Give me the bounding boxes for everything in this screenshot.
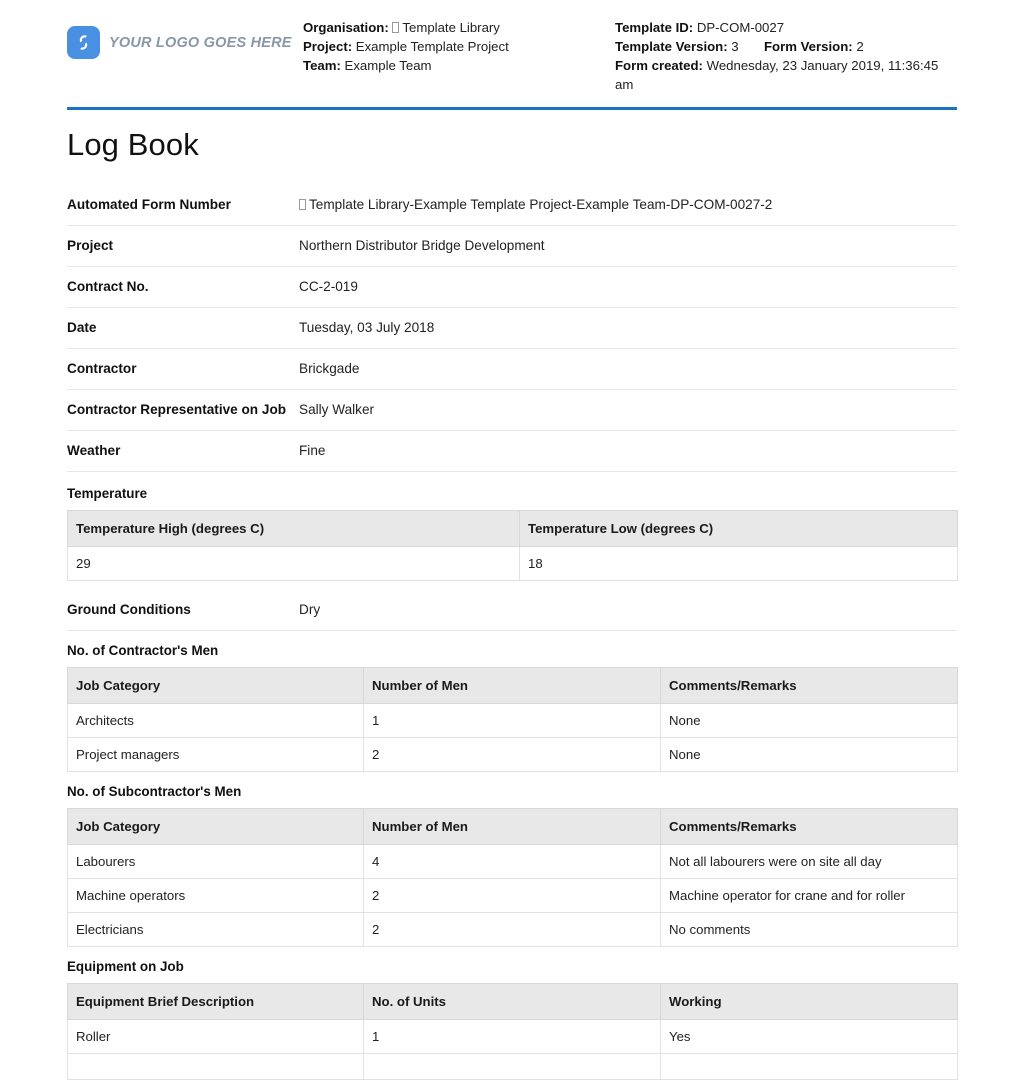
column-header-number-of-men: Number of Men — [364, 809, 661, 845]
section-label-subcontractor-men: No. of Subcontractor's Men — [67, 784, 242, 799]
cell-comments: None — [661, 738, 958, 772]
temperature-table — [67, 510, 958, 581]
cell-job-category: Labourers — [68, 845, 364, 879]
missing-glyph-icon — [392, 22, 399, 33]
field-value: Brickgade — [299, 361, 360, 376]
field-value: Fine — [299, 443, 326, 458]
meta-organisation-key: Organisation: — [303, 20, 389, 35]
logo-block — [67, 18, 303, 59]
column-header-no-of-units: No. of Units — [364, 984, 661, 1020]
table-header-row — [68, 984, 958, 1020]
meta-project-value: Example Template Project — [355, 39, 509, 54]
cell-no-of-units: 1 — [364, 1020, 661, 1054]
section-label-temperature: Temperature — [67, 486, 148, 501]
meta-form-version-key: Form Version: — [763, 39, 853, 54]
field-value: Northern Distributor Bridge Development — [299, 238, 545, 253]
table-row — [68, 738, 958, 772]
cell-number-of-men: 2 — [364, 879, 661, 913]
column-header-job-category: Job Category — [68, 809, 364, 845]
column-header-comments: Comments/Remarks — [661, 668, 958, 704]
logo-s-mark-icon — [67, 26, 100, 59]
contractor-men-table — [67, 667, 958, 772]
column-header-number-of-men: Number of Men — [364, 668, 661, 704]
field-row-weather — [67, 431, 957, 472]
section-label-contractor-men: No. of Contractor's Men — [67, 643, 219, 658]
meta-project — [303, 37, 615, 56]
field-value: Tuesday, 03 July 2018 — [299, 320, 435, 335]
header-divider — [67, 107, 957, 110]
cell-working — [661, 1054, 958, 1080]
subcontractor-men-table — [67, 808, 958, 947]
table-row — [68, 547, 958, 581]
field-label: Contract No. — [67, 279, 149, 294]
field-label: Contractor — [67, 361, 137, 376]
field-label: Date — [67, 320, 97, 335]
field-row-date — [67, 308, 957, 349]
table-row — [68, 1020, 958, 1054]
cell-number-of-men: 2 — [364, 913, 661, 947]
field-label: Weather — [67, 443, 121, 458]
field-value: CC-2-019 — [299, 279, 358, 294]
cell-no-of-units — [364, 1054, 661, 1080]
field-value — [299, 195, 957, 214]
document-header — [0, 0, 1024, 94]
field-row-project — [67, 226, 957, 267]
cell-comments: Not all labourers were on site all day — [661, 845, 958, 879]
field-row-ground-conditions — [67, 590, 957, 631]
column-header-working: Working — [661, 984, 958, 1020]
field-row-automated-form-number — [67, 185, 957, 226]
header-meta-left — [303, 18, 615, 75]
header-meta-right — [615, 18, 957, 94]
meta-team-key: Team: — [303, 58, 341, 73]
table-row — [68, 913, 958, 947]
logo-text: YOUR LOGO GOES HERE — [109, 34, 292, 51]
meta-organisation-value: Template Library — [402, 20, 500, 35]
meta-form-created — [615, 56, 957, 94]
cell-equipment-description: Roller — [68, 1020, 364, 1054]
cell-comments: Machine operator for crane and for roller — [661, 879, 958, 913]
meta-team — [303, 56, 615, 75]
page-title: Log Book — [67, 127, 199, 162]
cell-temperature-high: 29 — [68, 547, 520, 581]
field-list — [67, 185, 957, 472]
table-header-row — [68, 809, 958, 845]
cell-working: Yes — [661, 1020, 958, 1054]
field-label: Contractor Representative on Job — [67, 402, 287, 417]
table-row — [68, 704, 958, 738]
field-row-contract-no — [67, 267, 957, 308]
field-label: Project — [67, 238, 114, 253]
column-header-temperature-high: Temperature High (degrees C) — [68, 511, 520, 547]
cell-equipment-description — [68, 1054, 364, 1080]
meta-template-id — [615, 18, 957, 37]
field-label: Automated Form Number — [67, 197, 231, 212]
cell-number-of-men: 1 — [364, 704, 661, 738]
missing-glyph-icon — [299, 199, 306, 210]
section-label-equipment: Equipment on Job — [67, 959, 184, 974]
table-row — [68, 879, 958, 913]
meta-form-version-value: 2 — [856, 39, 864, 54]
field-label: Ground Conditions — [67, 602, 191, 617]
column-header-job-category: Job Category — [68, 668, 364, 704]
cell-number-of-men: 2 — [364, 738, 661, 772]
meta-form-created-value: Wednesday, 23 January 2019, 11:36:45 am — [615, 58, 939, 92]
table-row — [68, 845, 958, 879]
cell-job-category: Project managers — [68, 738, 364, 772]
cell-job-category: Architects — [68, 704, 364, 738]
cell-number-of-men: 4 — [364, 845, 661, 879]
meta-template-version-value: 3 — [731, 39, 739, 54]
meta-form-created-key: Form created: — [615, 58, 703, 73]
meta-versions — [615, 37, 957, 56]
meta-project-key: Project: — [303, 39, 353, 54]
meta-template-id-value: DP-COM-0027 — [696, 20, 785, 35]
column-header-equipment-description: Equipment Brief Description — [68, 984, 364, 1020]
field-value: Dry — [299, 602, 321, 617]
equipment-table — [67, 983, 958, 1080]
cell-job-category: Machine operators — [68, 879, 364, 913]
field-row-contractor-representative — [67, 390, 957, 431]
meta-team-value: Example Team — [344, 58, 432, 73]
table-header-row — [68, 511, 958, 547]
column-header-comments: Comments/Remarks — [661, 809, 958, 845]
cell-temperature-low: 18 — [520, 547, 958, 581]
table-header-row — [68, 668, 958, 704]
meta-organisation — [303, 18, 615, 37]
meta-template-version-key: Template Version: — [615, 39, 728, 54]
meta-template-id-key: Template ID: — [615, 20, 694, 35]
column-header-temperature-low: Temperature Low (degrees C) — [520, 511, 958, 547]
ground-conditions-block — [67, 590, 957, 631]
field-value-text: Template Library-Example Template Project-Example Team-DP-COM-0027-2 — [309, 197, 773, 212]
field-row-contractor — [67, 349, 957, 390]
table-row — [68, 1054, 958, 1080]
cell-job-category: Electricians — [68, 913, 364, 947]
cell-comments: None — [661, 704, 958, 738]
cell-comments: No comments — [661, 913, 958, 947]
field-value: Sally Walker — [299, 402, 375, 417]
